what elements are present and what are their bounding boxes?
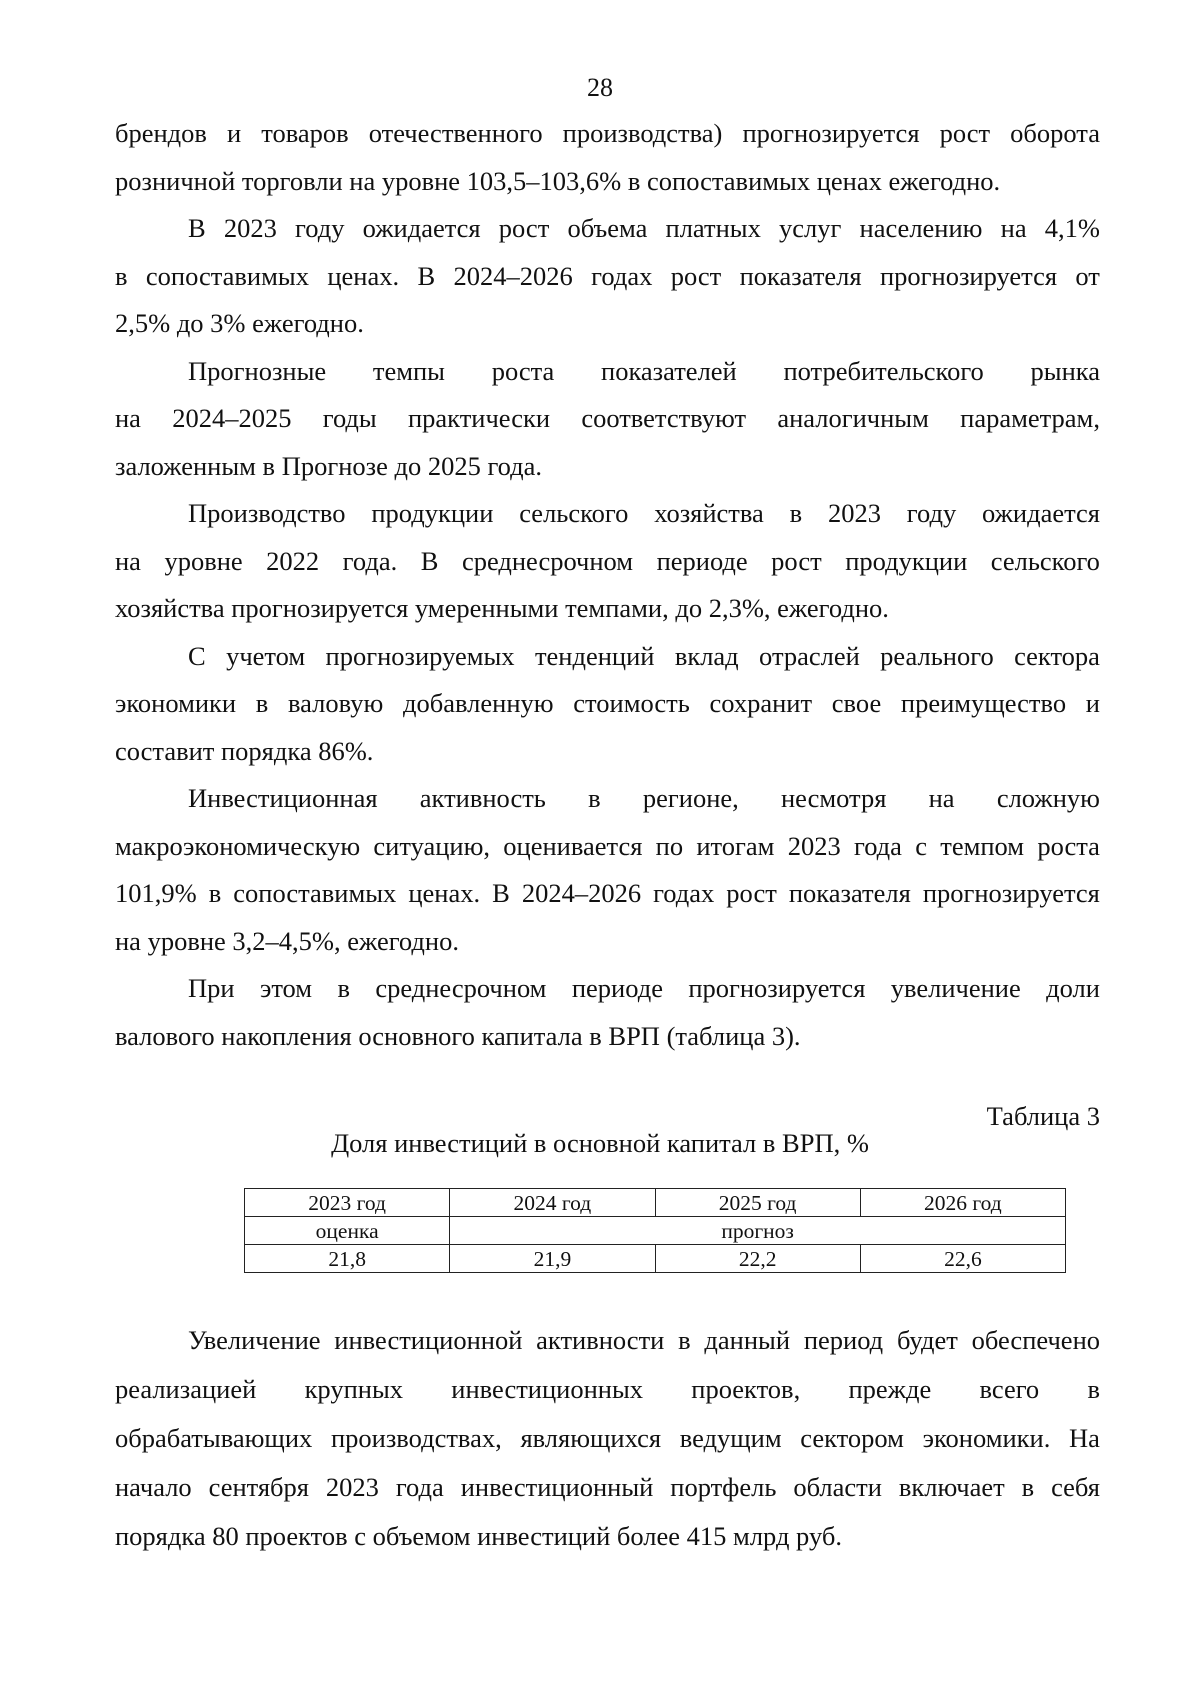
text-line: Производство продукции сельского хозяйства в 2023 году ожидается: [188, 498, 1100, 528]
table-row: [245, 1245, 1066, 1273]
text-line: В 2023 году ожидается рост объема платных услуг населению на 4,1%: [188, 213, 1100, 243]
text-line: в сопоставимых ценах. В 2024–2026 годах рост показателя прогнозируется от: [115, 260, 1100, 291]
table-value-cell: 21,9: [450, 1245, 655, 1273]
text-line: начало сентября 2023 года инвестиционный портфель области включает в себя: [115, 1472, 1100, 1502]
text-line: С учетом прогнозируемых тенденций вклад отраслей реального сектора: [188, 640, 1100, 671]
text-line: на 2024–2025 годы практически соответствуют аналогичным параметрам,: [115, 403, 1100, 433]
forecast-label-cell: прогноз: [450, 1217, 1066, 1245]
text-line: 2,5% до 3% ежегодно.: [115, 308, 364, 338]
page-number: 28: [587, 73, 613, 102]
text-line: на уровне 2022 года. В среднесрочном периоде рост продукции сельского: [115, 545, 1100, 576]
text-line: реализацией крупных инвестиционных проектов, прежде всего в: [115, 1374, 1100, 1404]
table-header-cell: 2023 год: [245, 1189, 450, 1217]
text-line: на уровне 3,2–4,5%, ежегодно.: [115, 925, 459, 956]
text-line: макроэкономическую ситуацию, оценивается по итогам 2023 года с темпом роста: [115, 830, 1100, 861]
paragraph: [115, 490, 1100, 633]
table-subheader-row: [245, 1217, 1066, 1245]
body-text-bottom: [115, 1316, 1100, 1561]
table-header-cell: 2026 год: [860, 1189, 1065, 1217]
table-label: Таблица 3: [986, 1101, 1100, 1131]
text-line: экономики в валовую добавленную стоимость сохранит свое преимущество и: [115, 688, 1100, 718]
text-line: хозяйства прогнозируется умеренными темпами, до 2,3%, ежегодно.: [115, 593, 889, 623]
investment-share-table: [244, 1188, 1066, 1273]
text-line: Прогнозные темпы роста показателей потребительского рынка: [188, 355, 1100, 386]
text-line: составит порядка 86%.: [115, 735, 374, 766]
table-header-cell: 2024 год: [450, 1189, 655, 1217]
paragraph: [115, 775, 1100, 965]
estimate-label-cell: оценка: [245, 1217, 450, 1245]
text-line: порядка 80 проектов с объемом инвестиций более 415 млрд руб.: [115, 1521, 842, 1551]
text-line: брендов и товаров отечественного производства) прогнозируется рост оборота: [115, 118, 1100, 148]
paragraph: [115, 633, 1100, 776]
table-value-cell: 22,6: [860, 1245, 1065, 1273]
paragraph: [115, 205, 1100, 348]
table-value-cell: 21,8: [245, 1245, 450, 1273]
paragraph: [115, 110, 1100, 205]
table-header-cell: 2025 год: [655, 1189, 860, 1217]
text-line: 101,9% в сопоставимых ценах. В 2024–2026 годах рост показателя прогнозируется: [115, 878, 1100, 908]
text-line: розничной торговли на уровне 103,5–103,6% в сопоставимых ценах ежегодно.: [115, 165, 1001, 196]
text-line: обрабатывающих производствах, являющихся ведущим сектором экономики. На: [115, 1423, 1100, 1453]
table-value-cell: 22,2: [655, 1245, 860, 1273]
text-line: валового накопления основного капитала в ВРП (таблица 3).: [115, 1020, 801, 1051]
paragraph: [115, 348, 1100, 491]
paragraph: [115, 1316, 1100, 1561]
text-line: заложенным в Прогнозе до 2025 года.: [115, 450, 543, 481]
text-line: Увеличение инвестиционной активности в данный период будет обеспечено: [188, 1325, 1100, 1355]
text-line: Инвестиционная активность в регионе, несмотря на сложную: [188, 783, 1100, 813]
table-header-row: [245, 1189, 1066, 1217]
table-caption: Доля инвестиций в основной капитал в ВРП, %: [331, 1128, 869, 1158]
text-line: При этом в среднесрочном периоде прогнозируется увеличение доли: [188, 973, 1100, 1003]
body-text-top: [115, 110, 1100, 1060]
paragraph: [115, 965, 1100, 1060]
